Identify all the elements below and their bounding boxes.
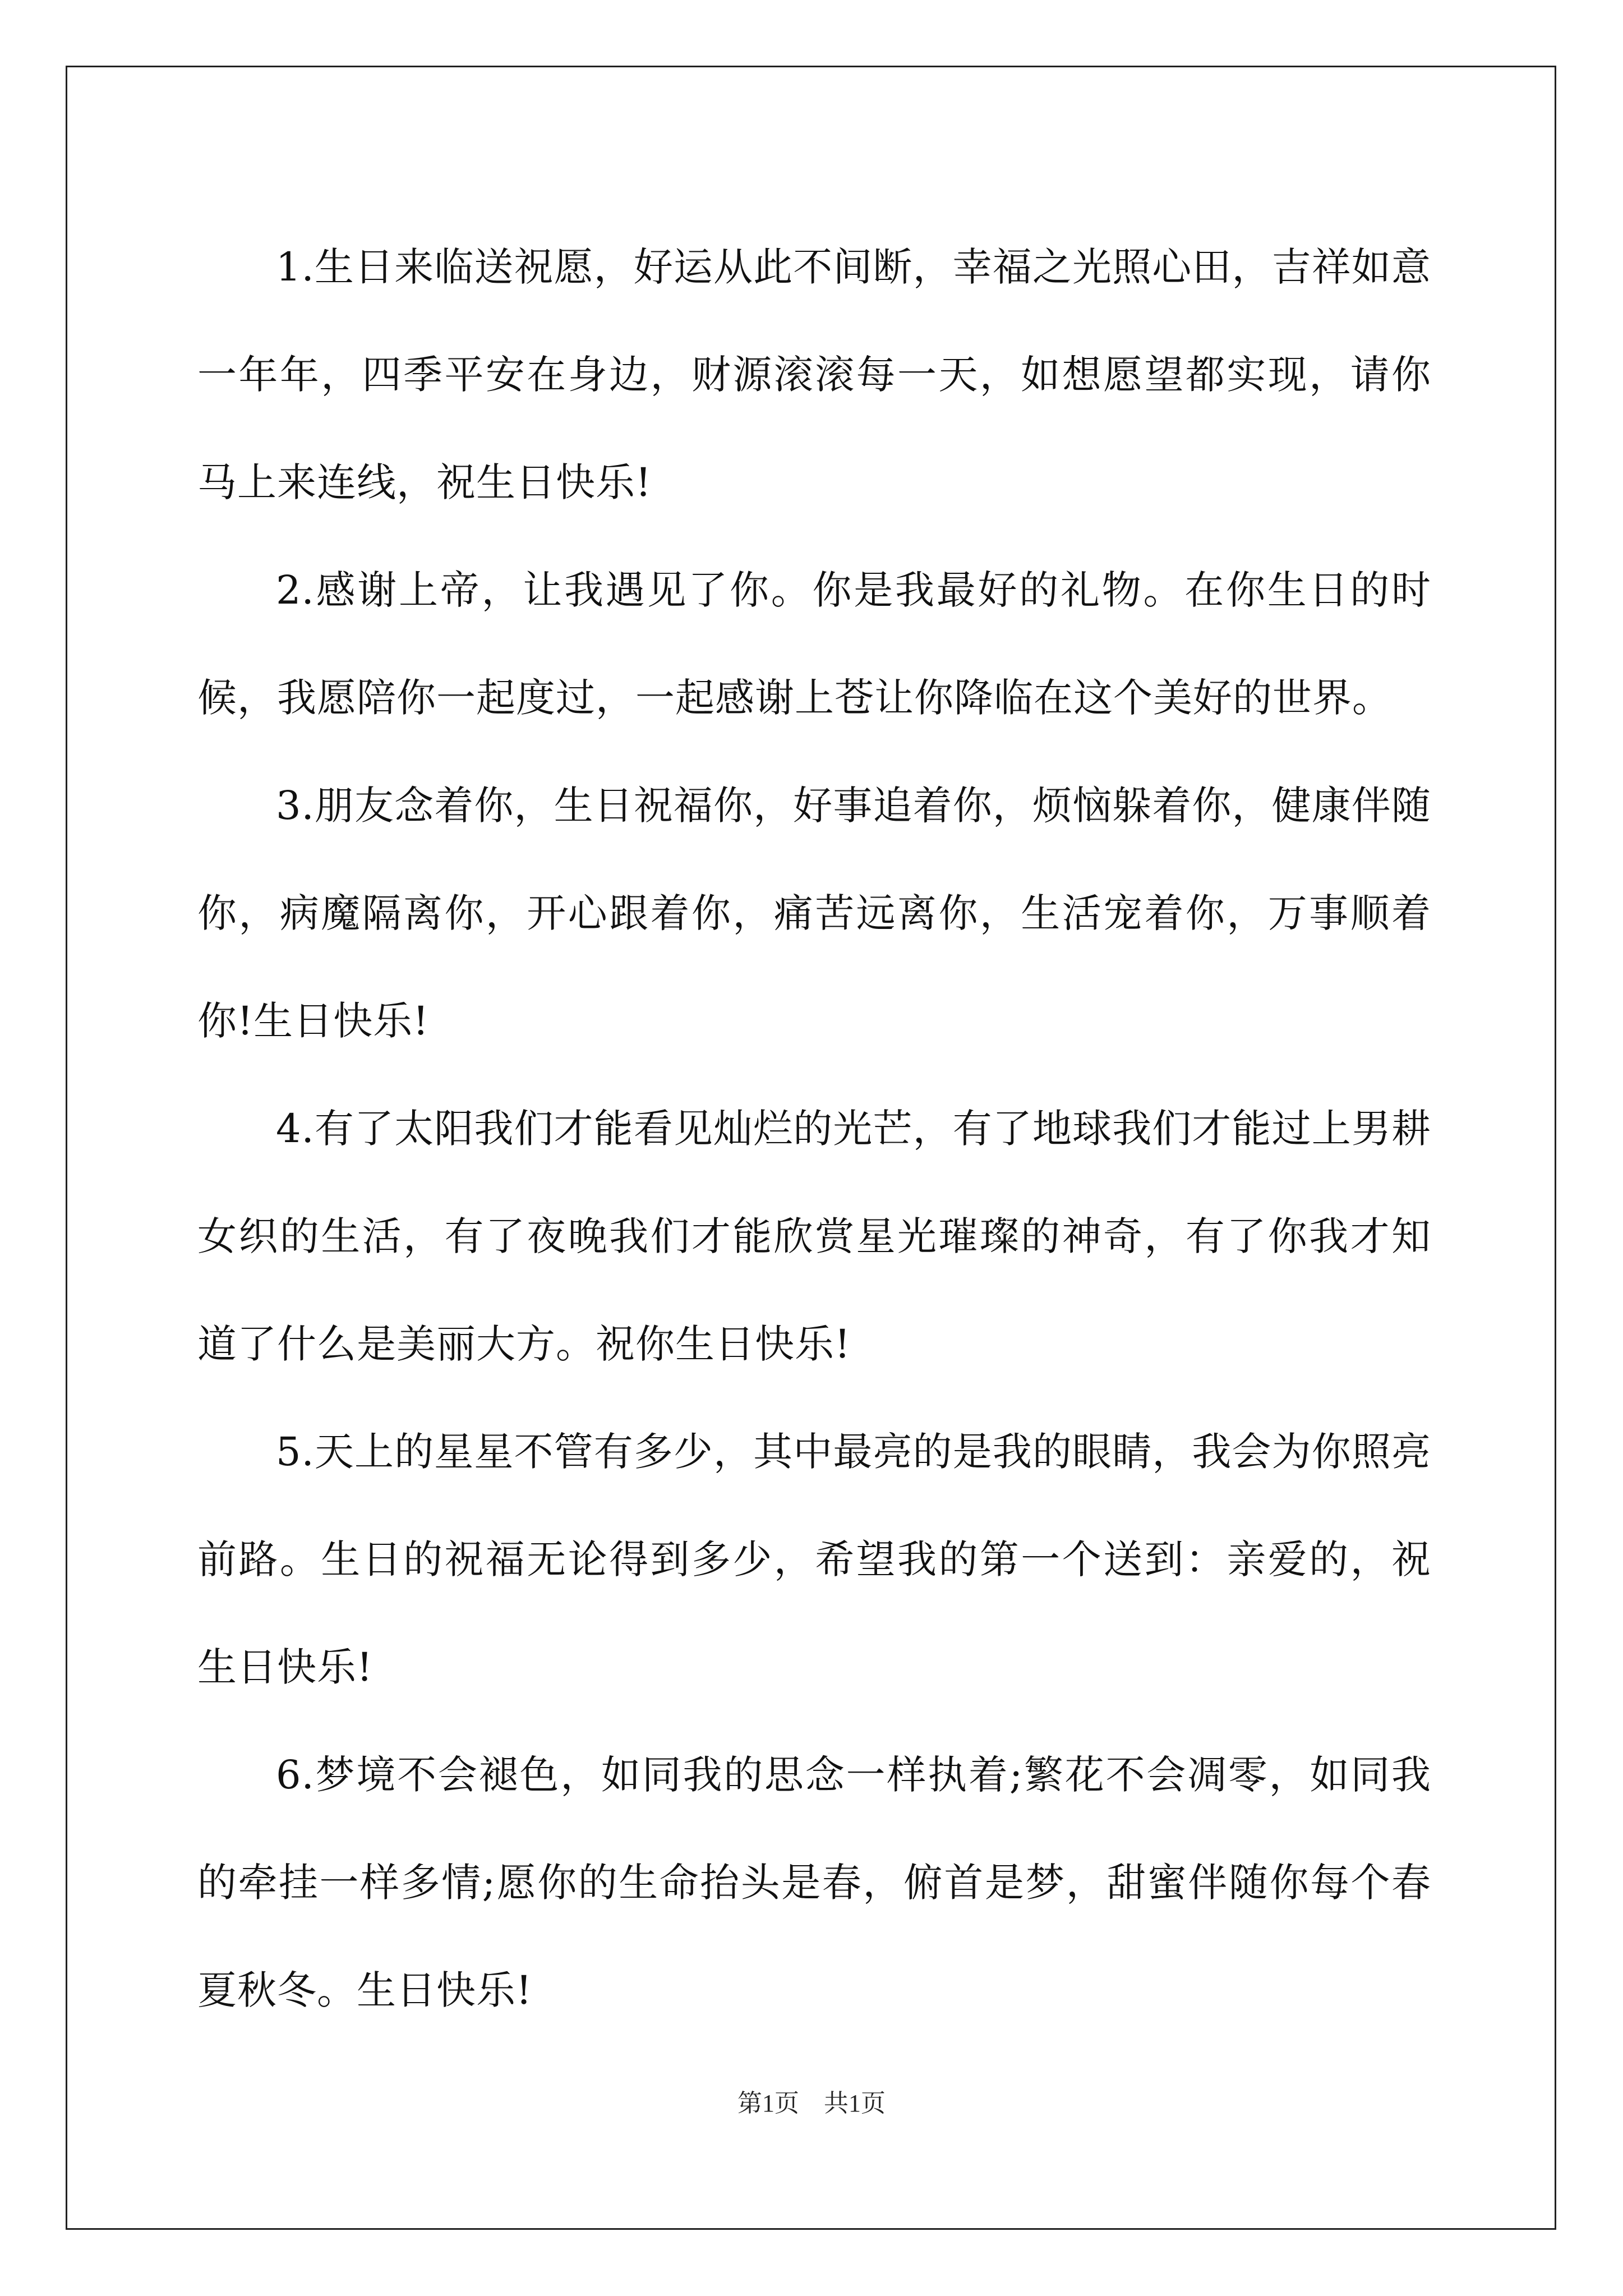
document-body [197, 213, 1431, 2044]
paragraph-4: 4.有了太阳我们才能看见灿烂的光芒，有了地球我们才能过上男耕女织的生活，有了夜晚我们才能欣赏星光璀璨的神奇，有了你我才知道了什么是美丽大方。祝你生日快乐! [197, 1106, 1431, 1367]
paragraph-1: 1.生日来临送祝愿，好运从此不间断，幸福之光照心田，吉祥如意一年年，四季平安在身边，财源滚滚每一天，如想愿望都实现，请你马上来连线，祝生日快乐! [197, 244, 1431, 505]
paragraph-3: 3.朋友念着你，生日祝福你，好事追着你，烦恼躲着你，健康伴随你，病魔隔离你，开心跟着你，痛苦远离你，生活宠着你，万事顺着你!生日快乐! [197, 783, 1431, 1044]
paragraph-6: 6.梦境不会褪色，如同我的思念一样执着;繁花不会凋零，如同我的牵挂一样多情;愿你的生命抬头是春，俯首是梦，甜蜜伴随你每个春夏秋冬。生日快乐! [197, 1752, 1431, 2013]
paragraph-5: 5.天上的星星不管有多少，其中最亮的是我的眼睛，我会为你照亮前路。生日的祝福无论得到多少，希望我的第一个送到：亲爱的，祝生日快乐! [197, 1429, 1431, 1690]
paragraph-2: 2.感谢上帝，让我遇见了你。你是我最好的礼物。在你生日的时候，我愿陪你一起度过，一起感谢上苍让你降临在这个美好的世界。 [197, 567, 1431, 721]
page-number-footer: 第1页 共1页 [737, 2090, 886, 2117]
